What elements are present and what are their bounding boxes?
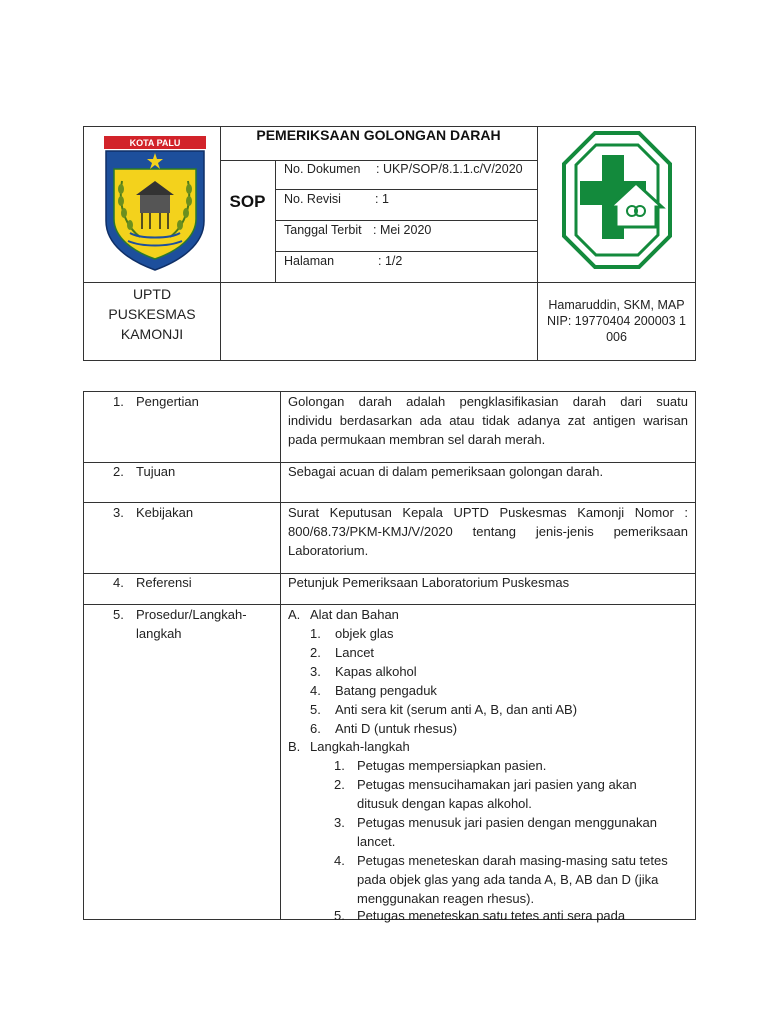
- text-line: 800/68.73/PKM-KMJ/V/2020 tentang jenis-jenis pemeriksaan: [288, 524, 688, 539]
- org-line-1: UPTD: [132, 286, 172, 302]
- section-number-2: 2.: [113, 464, 124, 479]
- signer-name: Hamaruddin, SKM, MAP: [548, 298, 685, 312]
- label-line: Prosedur/Langkah-: [136, 607, 247, 622]
- part-b-title: Langkah-langkah: [310, 739, 410, 754]
- page-label: Halaman: [284, 254, 335, 268]
- section-number-1: 1.: [113, 394, 124, 409]
- organization-name: [84, 284, 220, 344]
- step-text: Petugas mempersiapkan pasien.: [357, 758, 547, 773]
- label-line: langkah: [136, 626, 182, 641]
- kota-palu-logo: [100, 133, 210, 273]
- issue-date-value: : Mei 2020: [373, 223, 432, 237]
- section-label-kebijakan: Kebijakan: [136, 505, 194, 520]
- step-number: 2.: [334, 777, 345, 792]
- section-text-referensi: Petunjuk Pemeriksaan Laboratorium Puskesmas: [288, 575, 570, 590]
- text-line: individu berdasarkan ada atau tidak adanya zat antigen warisan: [288, 413, 688, 428]
- step-text: Petugas menusuk jari pasien dengan menggunakan lancet.: [357, 815, 657, 849]
- section-text-kebijakan: [288, 503, 688, 560]
- signer-nip-cont: 006: [606, 330, 627, 344]
- doc-number-value: : UKP/SOP/8.1.1.c/V/2020: [376, 162, 523, 176]
- section-label-tujuan: Tujuan: [136, 464, 176, 479]
- section-label-pengertian: Pengertian: [136, 394, 199, 409]
- text-line: Surat Keputusan Kepala UPTD Puskesmas Kamonji Nomor :: [288, 505, 688, 520]
- puskesmas-logo: [562, 131, 672, 269]
- part-a-letter: A.: [288, 607, 301, 622]
- section-text-pengertian: [288, 392, 688, 449]
- text-line: Golongan darah adalah pengklasifikasian darah dari suatu: [288, 394, 688, 409]
- step-text: Petugas meneteskan darah masing-masing satu tetes pada objek glas yang ada tanda A, B, AB dan D (jika menggunakan reagen rhesus).: [357, 853, 668, 906]
- document-title: PEMERIKSAAN GOLONGAN DARAH: [256, 127, 501, 143]
- revision-label: No. Revisi: [284, 192, 341, 206]
- org-line-2: PUSKESMAS: [108, 306, 196, 322]
- step-number: 1.: [334, 758, 345, 773]
- section-number-4: 4.: [113, 575, 124, 590]
- page-value: : 1/2: [378, 254, 403, 268]
- signer-block: [538, 297, 695, 345]
- city-logo-text: KOTA PALU: [129, 138, 181, 148]
- section-label-prosedur: [136, 605, 247, 643]
- step-text: Petugas meneteskan satu tetes anti sera pada: [357, 908, 626, 923]
- step-number: 5.: [334, 908, 345, 923]
- section-label-referensi: Referensi: [136, 575, 192, 590]
- revision-value: : 1: [375, 192, 389, 206]
- part-b-letter: B.: [288, 739, 301, 754]
- text-line: Laboratorium.: [288, 543, 369, 558]
- sop-label: SOP: [229, 192, 266, 211]
- step-number: 3.: [334, 815, 345, 830]
- section-text-tujuan: Sebagai acuan di dalam pemeriksaan golongan darah.: [288, 464, 604, 479]
- signer-nip: NIP: 19770404 200003 1: [546, 314, 686, 328]
- doc-number-label: No. Dokumen: [284, 162, 361, 176]
- step-text: Petugas mensucihamakan jari pasien yang akan ditusuk dengan kapas alkohol.: [357, 777, 637, 811]
- issue-date-label: Tanggal Terbit: [284, 223, 362, 237]
- org-line-3: KAMONJI: [120, 326, 184, 342]
- text-line: pada permukaan membran sel darah merah.: [288, 432, 546, 447]
- section-number-3: 3.: [113, 505, 124, 520]
- section-number-5: 5.: [113, 607, 124, 622]
- step-number: 4.: [334, 853, 345, 868]
- part-a-title: Alat dan Bahan: [310, 607, 399, 622]
